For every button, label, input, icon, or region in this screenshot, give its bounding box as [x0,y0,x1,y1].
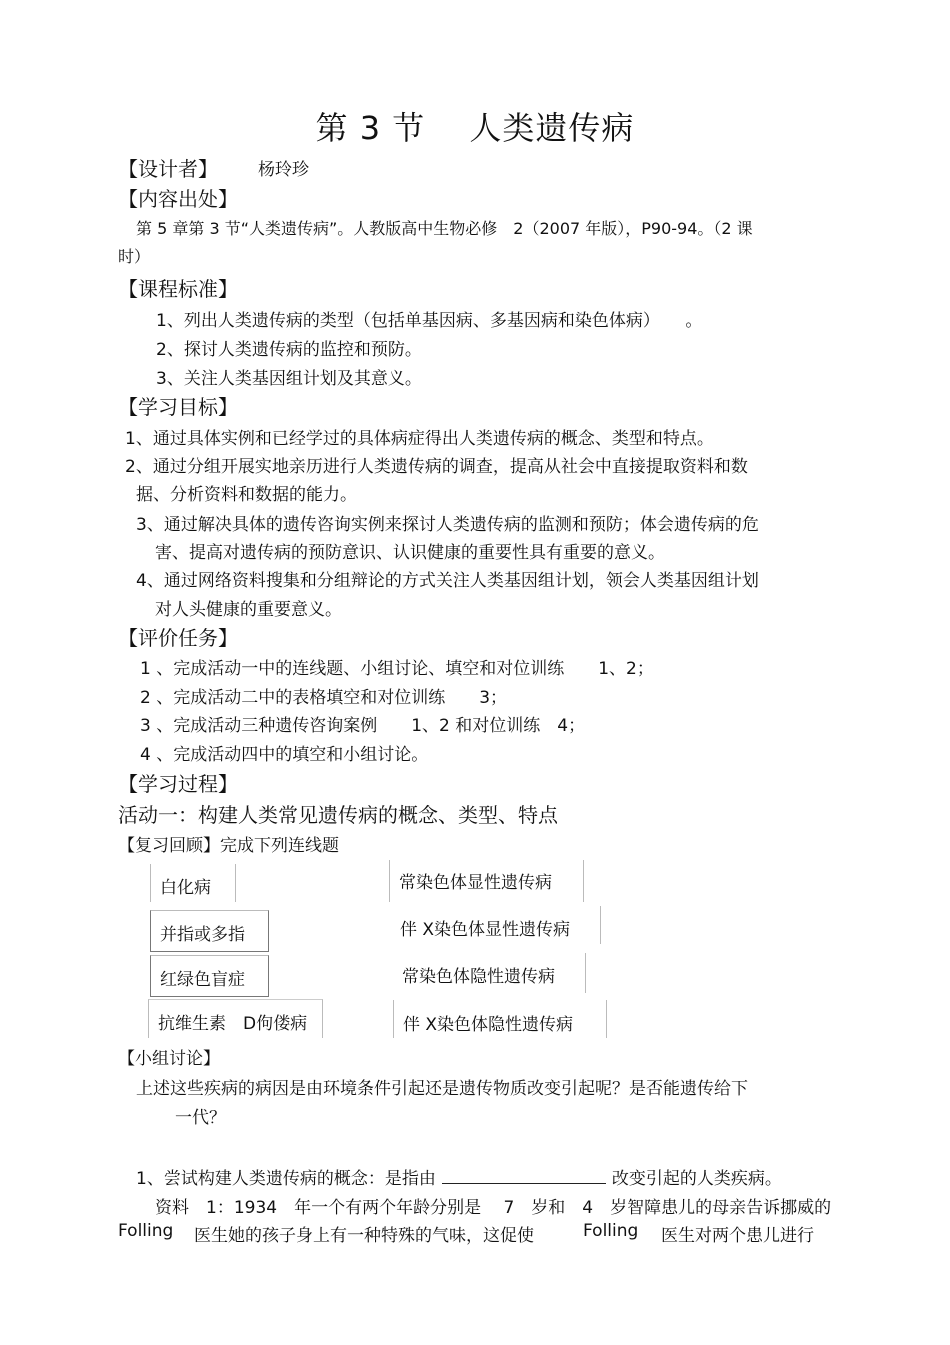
task-item: 1 、完成活动一中的连线题、小组讨论、填空和对位训练 1、2； [140,659,654,679]
task-item: 4 、完成活动四中的填空和小组讨论。 [140,745,429,765]
standard-item: 3、关注人类基因组计划及其意义。 [156,369,422,389]
discussion-line-2: 一代？ [175,1108,226,1128]
match-left-item[interactable]: 红绿色盲症 [150,955,269,997]
tasks-heading: 【评价任务】 [118,626,238,650]
goal-line: 据、分析资料和数据的能力。 [136,485,357,505]
task-item: 3 、完成活动三种遗传咨询案例 1、2 和对位训练 4； [140,716,586,736]
goal-line: 2、通过分组开展实地亲历进行人类遗传病的调查，提高从社会中直接提取资料和数 [125,457,748,477]
source-heading: 【内容出处】 [118,187,238,211]
task-item: 2 、完成活动二中的表格填空和对位训练 3； [140,688,508,708]
goal-line: 3、通过解决具体的遗传咨询实例来探讨人类遗传病的监测和预防；体会遗传病的危 [136,515,759,535]
goal-line: 1、通过具体实例和已经学过的具体病症得出人类遗传病的概念、类型和特点。 [125,429,714,449]
material-text: 医生她的孩子身上有一种特殊的气味，这促使 [194,1226,534,1246]
match-right-item[interactable]: 伴 X染色体显性遗传病 [391,906,601,944]
source-line-1: 第 5 章第 3 节“人类遗传病”。人教版高中生物必修 2（2007 年版），P90-94。（2 课 [136,219,753,238]
goals-heading: 【学习目标】 [118,395,238,419]
concept-prefix: 1、尝试构建人类遗传病的概念：是指由 [136,1169,436,1189]
match-left-item[interactable]: 白化病 [150,864,236,902]
match-left-item[interactable]: 抗维生素 D佝偻病 [148,999,323,1038]
standards-heading: 【课程标准】 [118,277,238,301]
discussion-heading: 【小组讨论】 [118,1049,220,1069]
source-line-2: 时） [118,247,151,266]
standard-item: 1、列出人类遗传病的类型（包括单基因病、多基因病和染色体病） 。 [156,311,703,331]
standard-item: 2、探讨人类遗传病的监控和预防。 [156,340,422,360]
material-word: Folling [118,1221,174,1241]
material-text: 医生对两个患儿进行 [661,1226,814,1246]
match-right-item[interactable]: 常染色体显性遗传病 [389,860,584,902]
concept-blank[interactable] [442,1182,606,1184]
goal-line: 对人头健康的重要意义。 [155,600,342,620]
designer-heading: 【设计者】 [118,157,218,181]
designer-name: 杨玲珍 [258,160,309,180]
concept-suffix: 改变引起的人类疾病。 [611,1169,782,1189]
match-left-item[interactable]: 并指或多指 [150,910,269,952]
material-word: Folling [583,1221,639,1241]
process-heading: 【学习过程】 [118,772,238,796]
activity1-title: 活动一：构建人类常见遗传病的概念、类型、特点 [118,803,558,827]
page-title: 第 3 节 人类遗传病 [315,109,635,147]
match-right-item[interactable]: 伴 X染色体隐性遗传病 [393,1000,607,1038]
review-heading: 【复习回顾】完成下列连线题 [118,836,339,856]
material-line-1: 资料 1：1934 年一个有两个年龄分别是 7 岁和 4 岁智障患儿的母亲告诉挪威的 [155,1198,832,1218]
goal-line: 4、通过网络资料搜集和分组辩论的方式关注人类基因组计划，领会人类基因组计划 [136,571,759,591]
goal-line: 害、提高对遗传病的预防意识、认识健康的重要性具有重要的意义。 [155,543,665,563]
concept-line [136,1164,782,1189]
discussion-line-1: 上述这些疾病的病因是由环境条件引起还是遗传物质改变引起呢？是否能遗传给下 [136,1079,748,1099]
match-right-item[interactable]: 常染色体隐性遗传病 [393,953,586,993]
